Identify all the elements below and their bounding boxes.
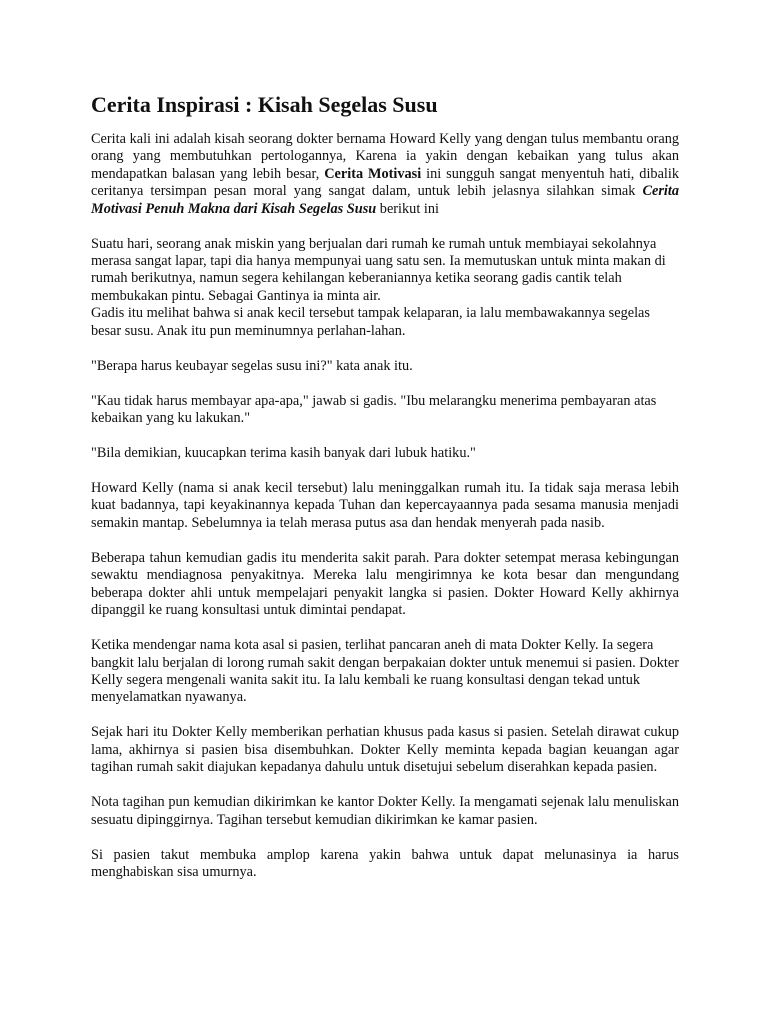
paragraph: Gadis itu melihat bahwa si anak kecil tersebut tampak kelaparan, ia lalu membawakannya segelas besar susu. Anak itu pun meminumnya perlahan-lahan. [91,305,650,339]
intro-text-1: Cerita kali ini adalah kisah seorang dokter bernama Howard Kelly yang dengan tulus membantu orang orang yang membutuhkan pertologannya, Karena ia yakin dengan kebaikan yang tulus akan mendapatkan balasan yang lebih besar, [91,131,679,182]
paragraph: "Kau tidak harus membayar apa-apa," jawab si gadis. "Ibu melarangku menerima pembayaran atas kebaikan yang ku lakukan." [91,392,657,427]
paragraph: "Berapa harus keubayar segelas susu ini?" kata anak itu. [91,357,413,374]
paragraph: Si pasien takut membuka amplop karena yakin bahwa untuk dapat melunasinya ia harus menghabiskan sisa umurnya. [91,846,679,880]
paragraph: Howard Kelly (nama si anak kecil tersebut) lalu meninggalkan rumah itu. Ia tidak saja merasa lebih kuat badannya, tapi keyakinannya kepada Tuhan dan kepercayaannya pada sesama manusia menjadi semakin mantap. Sebelumnya ia telah merasa putus asa dan hendak menyerah pada nasib. [91,480,679,531]
intro-bold-phrase: Cerita Motivasi [324,165,422,182]
intro-paragraph [91,131,679,218]
paragraph: Sejak hari itu Dokter Kelly memberikan perhatian khusus pada kasus si pasien. Setelah dirawat cukup lama, akhirnya si pasien bisa disembuhkan. Dokter Kelly meminta kepada bagian keuangan agar tagihan rumah sakit diajukan kepadanya dahulu untuk disetujui sebelum diserahkan kepada pasien. [91,724,679,776]
paragraph: Nota tagihan pun kemudian dikirimkan ke kantor Dokter Kelly. Ia mengamati sejenak lalu menuliskan sesuatu dipinggirnya. Tagihan tersebut kemudian dikirimkan ke kamar pasien. [91,794,679,828]
paragraph: "Bila demikian, kuucapkan terima kasih banyak dari lubuk hatiku." [91,445,476,462]
document-title: Cerita Inspirasi : Kisah Segelas Susu [91,92,438,117]
paragraph: Beberapa tahun kemudian gadis itu menderita sakit parah. Para dokter setempat merasa kebingungan sewaktu mendiagnosa penyakitnya. Mereka lalu mengirimnya ke kota besar dan mengundang beberapa dokter ahli untuk mempelajari penyakit langka si pasien. Dokter Howard Kelly akhirnya dipanggil ke ruang konsultasi untuk dimintai pendapat. [91,549,679,619]
document-page [91,92,679,899]
intro-bold-italic-phrase: Cerita Motivasi Penuh Makna dari Kisah Segelas Susu [91,183,679,217]
paragraph: Suatu hari, seorang anak miskin yang berjualan dari rumah ke rumah untuk membiayai sekolahnya merasa sangat lapar, tapi dia hanya mempunyai uang satu sen. Ia memutuskan untuk minta makan di rumah berikutnya, namun segera kehilangan keberaniannya ketika seorang gadis cantik telah membukakan pintu. Sebagai Gantinya ia minta air. [91,235,666,304]
intro-text-2: ini sungguh sangat menyentuh hati, dibalik ceritanya tersimpan pesan moral yang sangat dalam, untuk lebih jelasnya silahkan simak [91,165,680,200]
paragraph: Ketika mendengar nama kota asal si pasien, terlihat pancaran aneh di mata Dokter Kelly. Ia segera bangkit lalu berjalan di lorong rumah sakit dengan berpakaian dokter untuk menemui si pasien. Dokter Kelly segera mengenali wanita sakit itu. Ia lalu kembali ke ruang konsultasi dengan tekad untuk menyelamatkan nyawanya. [91,637,679,706]
intro-text-3: berikut ini [379,200,439,217]
